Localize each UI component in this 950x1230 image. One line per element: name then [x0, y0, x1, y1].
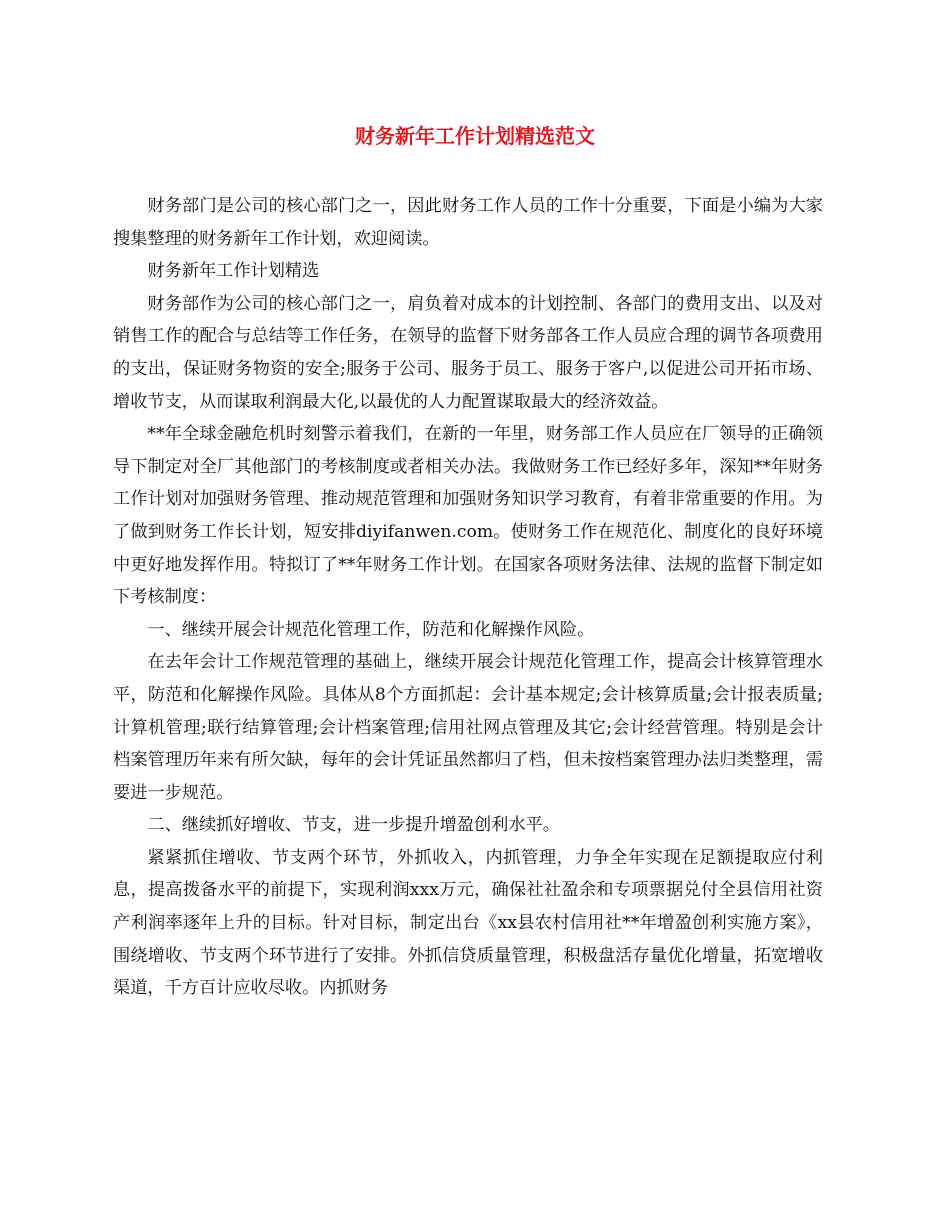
paragraph-crisis-warning: **年全球金融危机时刻警示着我们，在新的一年里，财务部工作人员应在厂领导的正确领导下制定对全厂其他部门的考核制度或者相关办法。我做财务工作已经好多年，深知**年财务工作计划对加强财务管理、推动规范管理和加强财务知识学习教育，有着非常重要的作用。为了做到财务工作长计划，短安排diyifanwen.com。使财务工作在规范化、制度化的良好环境中更好地发挥作用。特拟订了**年财务工作计划。在国家各项财务法律、法规的监督下制定如下考核制度：: [113, 424, 823, 608]
paragraph-intro: 财务部门是公司的核心部门之一，因此财务工作人员的工作十分重要，下面是小编为大家搜集整理的财务新年工作计划，欢迎阅读。: [113, 196, 823, 249]
paragraph-revenue-growth: 紧紧抓住增收、节支两个环节，外抓收入，内抓管理，力争全年实现在足额提取应付利息，提高拨备水平的前提下，实现利润xxx万元，确保社社盈余和专项票据兑付全县信用社资产利润率逐年上升的目标。针对目标，制定出台《xx县农村信用社**年增盈创利实施方案》，围绕增收、节支两个环节进行了安排。外抓信贷质量管理，积极盘活存量优化增量，拓宽增收渠道，千方百计应收尽收。内抓财务: [113, 847, 823, 999]
section-heading-2: 二、继续抓好增收、节支，进一步提升增盈创利水平。: [147, 815, 560, 836]
document-body: [113, 190, 823, 1005]
document-title: 财务新年工作计划精选范文: [355, 124, 595, 148]
paragraph-department-role: 财务部作为公司的核心部门之一，肩负着对成本的计划控制、各部门的费用支出、以及对销售工作的配合与总结等工作任务，在领导的监督下财务部各工作人员应合理的调节各项费用的支出，保证财务物资的安全;服务于公司、服务于员工、服务于客户,以促进公司开拓市场、增收节支，从而谋取利润最大化,以最优的人力配置谋取最大的经济效益。: [113, 293, 823, 412]
paragraph-accounting-standardization: 在去年会计工作规范管理的基础上，继续开展会计规范化管理工作，提高会计核算管理水平，防范和化解操作风险。具体从8个方面抓起：会计基本规定;会计核算质量;会计报表质量;计算机管理;联行结算管理;会计档案管理;信用社网点管理及其它;会计经营管理。特别是会计档案管理历年来有所欠缺，每年的会计凭证虽然都归了档，但未按档案管理办法归类整理，需要进一步规范。: [113, 652, 823, 803]
paragraph-subheading: 财务新年工作计划精选: [147, 261, 320, 282]
section-heading-1: 一、继续开展会计规范化管理工作，防范和化解操作风险。: [147, 619, 595, 640]
